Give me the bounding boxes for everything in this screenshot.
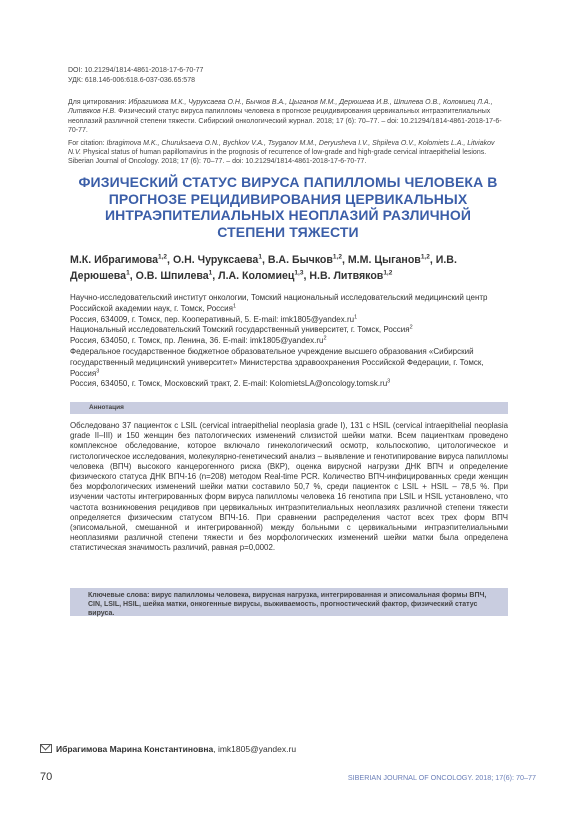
- citation-ru-authors: Ибрагимова М.К., Чуруксаева О.Н., Бычков В.А., Цыганов М.М., Дерюшева И.В., Шпилева О.В., Коломиец Л.А., Литвяков Н.В.: [68, 99, 493, 116]
- correspondence-name: Ибрагимова Марина Константиновна: [56, 744, 214, 754]
- author: В.А. Бычков: [267, 254, 333, 266]
- affiliation-address: [70, 336, 510, 347]
- affiliations: [70, 293, 510, 390]
- affiliation-address-text: Россия, 634009, г. Томск, пер. Кооперативный, 5. E-mail: imk1805@yandex.ru: [70, 314, 355, 324]
- author: Н.В. Литвяков: [309, 270, 384, 282]
- annotation-header: [70, 402, 508, 414]
- author-affil-sup: 1,2: [158, 253, 168, 261]
- citation-en: [68, 139, 508, 167]
- citation-en-label: For citation:: [68, 139, 107, 147]
- keywords-box: [70, 588, 508, 616]
- citation-ru: [68, 98, 508, 136]
- affiliation-org-text: Национальный исследовательский Томский государственный университет, г. Томск, Россия: [70, 325, 410, 335]
- author: О.В. Шпилева: [135, 270, 209, 282]
- affiliation-sup: 2: [323, 335, 327, 342]
- affiliation-org: [70, 293, 510, 315]
- affiliation-address-text: Россия, 634050, г. Томск, Московский тракт, 2. E-mail: KolomietsLA@oncology.tomsk.ru: [70, 379, 388, 389]
- author: М.К. Ибрагимова: [70, 254, 158, 266]
- author-list: М.К. Ибрагимова$^{1,2}$, О.Н. Чуруксаева$^1$, В.А. Бычков$^{1,2}$, М.М. Цыганов$^{1,2}$, И.В. Дерюшева$^1$, О.В. Шпилева$^1$, Л.А. Коломиец$^{1,3}$, Н.В. Литвяков$^{1,2}$: [70, 253, 457, 282]
- author: М.М. Цыганов: [347, 254, 421, 266]
- citation-block: [68, 98, 508, 167]
- author-affil-sup: 1,2: [383, 269, 393, 277]
- affiliation-org: [70, 325, 510, 336]
- citation-ru-label: Для цитирования:: [68, 99, 129, 106]
- affiliation-sup: 3: [96, 367, 100, 374]
- correspondence: [40, 744, 296, 754]
- article-title: ФИЗИЧЕСКИЙ СТАТУС ВИРУСА ПАПИЛЛОМЫ ЧЕЛОВЕКА В ПРОГНОЗЕ РЕЦИДИВИРОВАНИЯ ЦЕРВИКАЛЬНЫХ ИНТРАЭПИТЕЛИАЛЬНЫХ НЕОПЛАЗИЙ РАЗЛИЧНОЙ СТЕПЕНИ ТЯЖЕСТИ: [78, 174, 498, 240]
- author-affil-sup: 1,2: [420, 253, 430, 261]
- citation-ru-text: Физический статус вируса папилломы человека в прогнозе рецидивирования цервикальных интраэпителиальных неоплазий различной степени тяжести. Сибирский онкологический журнал. 2018; 17 (6): 70–77. – doi: 10.21294/1814-4861-2018-17-6-70-77.: [68, 108, 502, 135]
- affiliation-address: [70, 315, 510, 326]
- author-affil-sup: 1: [208, 269, 213, 277]
- citation-en-text: Physical status of human papillomavirus in the prognosis of recurrence of low-grade and high-grade cervical intraepithelial lesions. Siberian Journal of Oncology. 2018; 17 (6): 70–77. – doi: 10.21294/1814-4861-2018-17-6-70-77.: [68, 149, 487, 166]
- author: О.Н. Чуруксаева: [172, 254, 259, 266]
- affiliation-sup: 3: [387, 378, 391, 385]
- page-number: 70: [40, 771, 53, 783]
- correspondence-email[interactable]: , imk1805@yandex.ru: [213, 744, 297, 754]
- keywords-text: Ключевые слова: вирус папилломы человека, вирусная нагрузка, интегрированная и эписомальная формы ВПЧ, CIN, LSIL, HSIL, шейка матки, онкогенные вирусы, выживаемость, прогностический фактор, физический статус вируса.: [88, 592, 487, 617]
- affiliation-org-text: Федеральное государственное бюджетное образовательное учреждение высшего образования «Сибирский государственный медицинский университет» Министерства здравоохранения Российской Федерации, г. Томск, Россия: [70, 346, 484, 378]
- affiliation-org: [70, 347, 510, 379]
- abstract-text: Обследовано 37 пациенток с LSIL (cervical intraepithelial neoplasia grade I), 131 с HSIL (cervical intraepithelial neoplasia grade II–III) и 150 женщин без патологических изменений слизистой шейки матки. Всем пациенткам проведено комплексное обследование, которое включало гинекологический осмотр, кольпоскопию, цитологическое и гистологическое исследования, молекулярно-генетический анализ – выявление и генотипирование вируса папилломы человека (ВПЧ) высокого канцерогенного риска (ВКР), оценка вирусной нагрузки ДНК ВПЧ и определение физического статуса ДНК ВПЧ-16 (n=208) методом Real-time PCR. Количество ВПЧ-инфицированных среди женщин без морфологических изменений шейки матки составило 50,7 %, среди пациенток с LSIL + HSIL – 78,5 %. При изучении частоты интегрированных форм вируса папилломы человека 16 генотипа при LSIL и HSIL установлено, что частота возникновения рецидивов при цервикальных интраэпителиальных неоплазиях различной степени тяжести определяется физическим статусом ВПЧ-16. При сравнении распределения частот всех трех форм ВПЧ (эписомальной, смешанной и интегрированной) между больными с цервикальными интраэпителиальными неоплазиями различной степени тяжести и без морфологических изменений шейки матки была определена статистическая значимость различий, равная p=0,0002.: [70, 421, 508, 553]
- envelope-icon: [40, 744, 52, 753]
- udk: УДК: 618.146-006:618.6-037-036.65:578: [68, 76, 195, 84]
- affiliation-sup: 1: [232, 303, 237, 310]
- article-identifiers: [68, 66, 508, 85]
- affiliation-sup: 1: [354, 313, 358, 320]
- affiliation-address-text: Россия, 634050, г. Томск, пр. Ленина, 36. E-mail: imk1805@yandex.ru: [70, 336, 324, 346]
- author-affil-sup: 1,2: [332, 253, 342, 261]
- affiliation-address: [70, 379, 510, 390]
- citation-en-authors: Ibragimova M.K., Churuksaeva O.N., Bychkov V.A., Tsyganov M.M., Deryusheva I.V., Shpileva O.V., Kolomiets L.A., Litviakov N.V.: [68, 139, 495, 157]
- author-affil-sup: 1: [258, 253, 262, 261]
- author-affil-sup: 1: [126, 269, 130, 277]
- affiliation-org-text: Научно-исследовательский институт онкологии, Томский национальный исследовательский медицинский центр Российской академии наук, г. Томск, Россия: [70, 293, 488, 313]
- journal-footer: SIBERIAN JOURNAL OF ONCOLOGY. 2018; 17(6): 70–77: [347, 773, 536, 782]
- annotation-label: Аннотация: [89, 404, 124, 411]
- author-affil-sup: 1,3: [294, 269, 304, 277]
- doi[interactable]: DOI: 10.21294/1814-4861-2018-17-6-70-77: [68, 67, 204, 74]
- author: Л.А. Коломиец: [218, 270, 295, 282]
- author: И.В. Дерюшева: [70, 254, 457, 282]
- affiliation-sup: 2: [409, 324, 413, 331]
